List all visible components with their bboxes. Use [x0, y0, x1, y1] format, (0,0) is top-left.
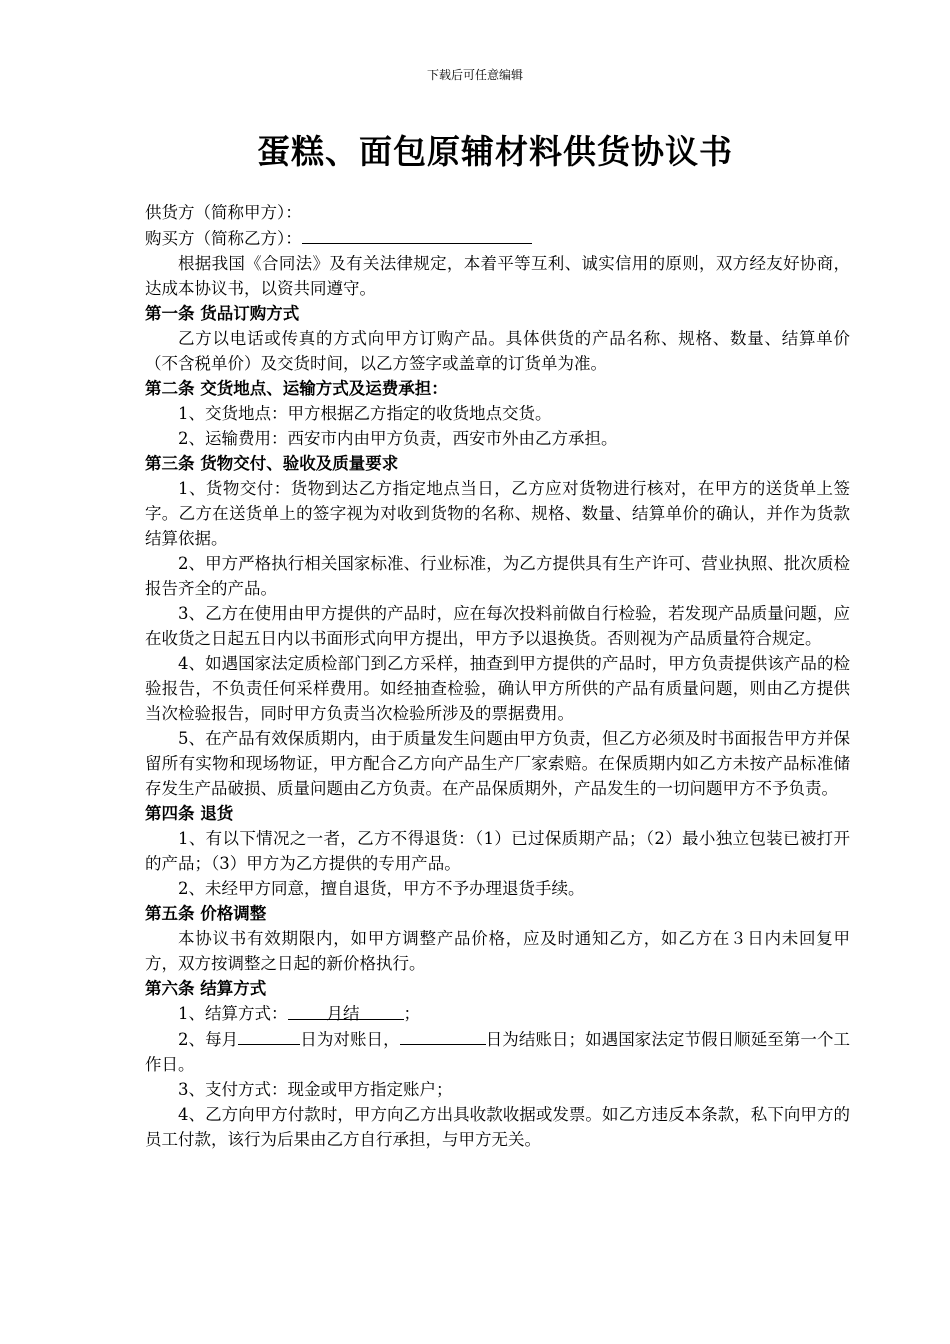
settlement-method-field	[288, 1001, 404, 1023]
closing-day-blank	[400, 1026, 486, 1045]
article-3-item-1: 1、货物交付：货物到达乙方指定地点当日，乙方应对货物进行核对，在甲方的送货单上签字。乙方在送货单上的签字视为对收到货物的名称、规格、数量、结算单价的确认，并作为货款结算依据。	[145, 479, 850, 548]
buyer-label: 购买方（简称乙方）：	[145, 229, 302, 248]
article-3-item-3: 3、乙方在使用由甲方提供的产品时，应在每次投料前做自行检验，若发现产品质量问题，应在收货之日起五日内以书面形式向甲方提出，甲方予以退换货。否则视为产品质量符合规定。	[145, 604, 850, 648]
article-6-heading: 第六条 结算方式	[145, 979, 267, 998]
article-3-heading: 第三条 货物交付、验收及质量要求	[145, 454, 399, 473]
article-6-item-2	[145, 1026, 850, 1077]
reconcile-day-text: 日为对账日，	[300, 1030, 400, 1049]
article-6-item-1	[145, 1001, 850, 1026]
settlement-method-suffix: ；	[403, 1004, 420, 1023]
article-6-item-4: 4、乙方向甲方付款时，甲方向乙方出具收款收据或发票。如乙方违反本条款，私下向甲方的员工付款，该行为后果由乙方自行承担，与甲方无关。	[145, 1105, 850, 1149]
document-body	[145, 200, 850, 1152]
document-title: 蛋糕、面包原辅材料供货协议书	[257, 132, 733, 171]
header-note: 下载后可任意编辑	[426, 68, 523, 82]
settlement-method-value: 月结	[326, 1004, 360, 1023]
intro-paragraph: 根据我国《合同法》及有关法律规定，本着平等互利、诚实信用的原则，双方经友好协商，达成本协议书，以资共同遵守。	[145, 254, 850, 298]
article-5-paragraph: 本协议书有效期限内，如甲方调整产品价格，应及时通知乙方，如乙方在３日内未回复甲方，双方按调整之日起的新价格执行。	[145, 929, 850, 973]
article-1-heading: 第一条 货品订购方式	[145, 304, 300, 323]
article-3-item-5: 5、在产品有效保质期内，由于质量发生问题由甲方负责，但乙方必须及时书面报告甲方并保留所有实物和现场物证，甲方配合乙方向产品生产厂家索赔。在保质期内如乙方未按产品标准储存发生产品破损、质量问题由乙方负责。在产品保质期外，产品发生的一切问题甲方不予负责。	[145, 729, 850, 798]
article-3-item-2: 2、甲方严格执行相关国家标准、行业标准，为乙方提供具有生产许可、营业执照、批次质检报告齐全的产品。	[145, 554, 850, 598]
reconcile-day-prefix: 2、每月	[178, 1030, 239, 1049]
reconcile-day-blank	[238, 1026, 300, 1045]
article-1-paragraph: 乙方以电话或传真的方式向甲方订购产品。具体供货的产品名称、规格、数量、结算单价（不含税单价）及交货时间，以乙方签字或盖章的订货单为准。	[145, 329, 850, 373]
buyer-name-blank	[302, 225, 532, 244]
settlement-method-label: 1、结算方式：	[178, 1004, 288, 1023]
article-2-item-1: 1、交货地点：甲方根据乙方指定的收货地点交货。	[178, 404, 552, 423]
article-2-item-2: 2、运输费用：西安市内由甲方负责，西安市外由乙方承担。	[178, 429, 618, 448]
article-4-item-2: 2、未经甲方同意，擅自退货，甲方不予办理退货手续。	[178, 879, 585, 898]
supplier-label: 供货方（简称甲方）：	[145, 203, 302, 222]
article-5-heading: 第五条 价格调整	[145, 904, 267, 923]
article-4-heading: 第四条 退货	[145, 804, 234, 823]
article-4-item-1: 1、有以下情况之一者，乙方不得退货：（1）已过保质期产品；（2）最小独立包装已被打开的产品；（3）甲方为乙方提供的专用产品。	[145, 829, 850, 873]
supplier-line	[145, 200, 850, 225]
buyer-line	[145, 225, 850, 251]
article-6-item-3: 3、支付方式：现金或甲方指定账户；	[178, 1080, 453, 1099]
closing-day-text: 日为结账日；如遇国家法定节假日顺延至第一个工作日。	[145, 1030, 851, 1074]
article-3-item-4: 4、如遇国家法定质检部门到乙方采样，抽查到甲方提供的产品时，甲方负责提供该产品的检验报告，不负责任何采样费用。如经抽查检验，确认甲方所供的产品有质量问题，则由乙方提供当次检验报告，同时甲方负责当次检验所涉及的票据费用。	[145, 654, 850, 723]
article-2-heading: 第二条 交货地点、运输方式及运费承担：	[145, 379, 448, 398]
